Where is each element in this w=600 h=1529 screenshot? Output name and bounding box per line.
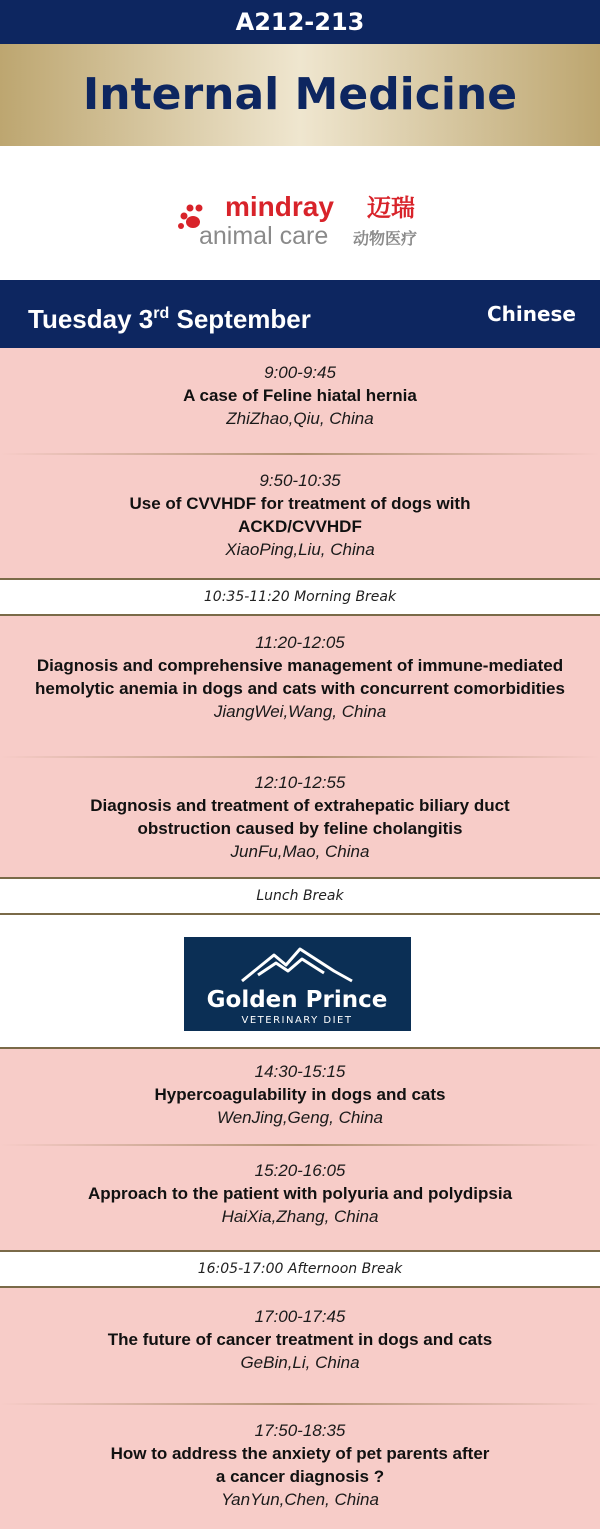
- mindray-logo: [175, 186, 430, 246]
- session-title: Hypercoagulability in dogs and cats: [154, 1085, 446, 1104]
- session-title: Approach to the patient with polyuria and polydipsia: [87, 1184, 513, 1203]
- session-speaker: ZhiZhao,Qiu, China: [226, 409, 374, 428]
- session-item: [0, 1146, 600, 1250]
- session-time: 14:30-15:15: [254, 1062, 346, 1081]
- session-speaker: WenJing,Geng, China: [216, 1108, 383, 1127]
- day-header: [0, 280, 600, 348]
- svg-text:迈瑞: 迈瑞: [367, 194, 415, 222]
- svg-text:animal care: animal care: [199, 222, 329, 246]
- session-speaker: JunFu,Mao, China: [230, 842, 370, 861]
- day-label: Tuesday 3rd September: [28, 304, 311, 334]
- session-title: Use of CVVHDF for treatment of dogs with ACKD/CVVHDF: [129, 494, 471, 536]
- session-title: How to address the anxiety of pet parents after a cancer diagnosis ?: [110, 1444, 490, 1486]
- svg-text:动物医疗: 动物医疗: [353, 229, 418, 246]
- session-time: 9:50-10:35: [259, 471, 341, 490]
- session-speaker: HaiXia,Zhang, China: [221, 1207, 379, 1226]
- session-time: 15:20-16:05: [254, 1161, 346, 1180]
- session-item: [0, 616, 600, 756]
- afternoon-break: 16:05-17:00 Afternoon Break: [0, 1252, 600, 1286]
- session-item: [0, 455, 600, 578]
- session-item: [0, 758, 600, 877]
- track-title-banner: [0, 44, 600, 146]
- lunch-break: Lunch Break: [0, 879, 600, 913]
- svg-text:mindray: mindray: [225, 191, 334, 222]
- session-title: Diagnosis and comprehensive management of immune-mediated hemolytic anemia in dogs and cats with concurrent comorbidities: [35, 656, 565, 698]
- session-time: 11:20-12:05: [255, 633, 345, 652]
- session-item: [0, 1405, 600, 1529]
- morning-break: 10:35-11:20 Morning Break: [0, 580, 600, 614]
- svg-text:Golden Prince: Golden Prince: [206, 987, 388, 1013]
- session-item: [0, 1288, 600, 1403]
- session-speaker: XiaoPing,Liu, China: [225, 540, 375, 559]
- svg-text:VETERINARY DIET: VETERINARY DIET: [241, 1015, 353, 1026]
- session-time: 17:00-17:45: [254, 1307, 346, 1326]
- session-time: 17:50-18:35: [254, 1421, 346, 1440]
- session-time: 9:00-9:45: [264, 363, 336, 382]
- session-title: Diagnosis and treatment of extrahepatic biliary duct obstruction caused by feline cholangitis: [90, 796, 510, 838]
- session-speaker: GeBin,Li, China: [240, 1353, 360, 1372]
- room-header: A212-213: [0, 0, 600, 44]
- session-title: The future of cancer treatment in dogs and cats: [107, 1330, 493, 1349]
- session-speaker: YanYun,Chen, China: [221, 1490, 379, 1509]
- language-label: Chinese: [486, 302, 576, 326]
- sponsor-top: [0, 146, 600, 280]
- track-title: Internal Medicine: [82, 69, 518, 120]
- session-item: [0, 1049, 600, 1144]
- session-title: A case of Feline hiatal hernia: [183, 386, 417, 405]
- sponsor-mid: [0, 915, 600, 1047]
- session-item: [0, 348, 600, 453]
- golden-prince-logo: [184, 937, 411, 1031]
- session-speaker: JiangWei,Wang, China: [213, 702, 387, 721]
- session-time: 12:10-12:55: [254, 773, 346, 792]
